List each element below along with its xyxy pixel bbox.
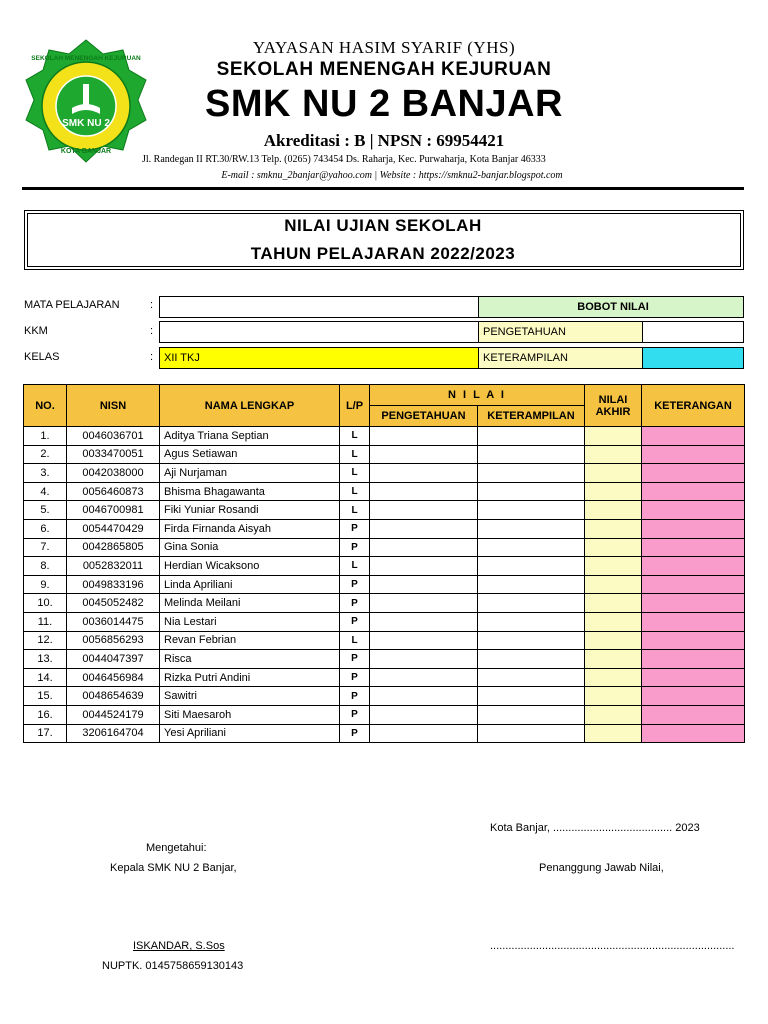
logo-text-top: SEKOLAH MENENGAH KEJURUAN xyxy=(31,55,141,62)
cell-no: 14. xyxy=(24,668,67,687)
header-pengetahuan: PENGETAHUAN xyxy=(370,406,478,427)
cell-nisn: 0054470429 xyxy=(67,519,160,538)
cell-keterangan[interactable] xyxy=(642,650,745,669)
cell-keterampilan[interactable] xyxy=(478,482,585,501)
cell-nisn: 0052832011 xyxy=(67,557,160,576)
school-address: Jl. Randegan II RT.30/RW.13 Telp. (0265) 743454 Ds. Raharja, Kec. Purwaharja, Kota Banjar 46333 xyxy=(142,154,546,165)
cell-nisn: 0048654639 xyxy=(67,687,160,706)
mata-pelajaran-label: MATA PELAJARAN xyxy=(24,299,120,311)
cell-nama: Risca xyxy=(160,650,340,669)
table-row xyxy=(24,538,745,557)
cell-keterampilan[interactable] xyxy=(478,612,585,631)
page-title: NILAI UJIAN SEKOLAH xyxy=(284,216,482,235)
foundation-name: YAYASAN HASIM SYARIF (YHS) xyxy=(252,38,516,57)
kkm-field[interactable] xyxy=(159,321,479,343)
cell-nisn: 0045052482 xyxy=(67,594,160,613)
cell-nisn: 0056856293 xyxy=(67,631,160,650)
table-row xyxy=(24,612,745,631)
school-logo xyxy=(22,38,150,174)
cell-nilai-akhir[interactable] xyxy=(585,557,642,576)
cell-pengetahuan[interactable] xyxy=(370,687,478,706)
colon: : xyxy=(150,325,154,337)
cell-nilai-akhir[interactable] xyxy=(585,538,642,557)
header-divider xyxy=(22,187,744,190)
header-nama: NAMA LENGKAP xyxy=(160,385,340,427)
cell-no: 16. xyxy=(24,705,67,724)
cell-lp: L xyxy=(340,445,370,464)
cell-no: 11. xyxy=(24,612,67,631)
cell-lp: P xyxy=(340,575,370,594)
keterampilan-weight-field[interactable] xyxy=(642,347,744,369)
cell-no: 10. xyxy=(24,594,67,613)
cell-no: 9. xyxy=(24,575,67,594)
cell-keterangan[interactable] xyxy=(642,705,745,724)
cell-keterangan[interactable] xyxy=(642,668,745,687)
header-nilai: N I L A I xyxy=(370,385,585,406)
mengetahui-label: Mengetahui: xyxy=(146,842,207,854)
cell-pengetahuan[interactable] xyxy=(370,427,478,446)
cell-lp: P xyxy=(340,538,370,557)
cell-lp: L xyxy=(340,631,370,650)
cell-nisn: 0046036701 xyxy=(67,427,160,446)
cell-pengetahuan[interactable] xyxy=(370,631,478,650)
cell-keterangan[interactable] xyxy=(642,538,745,557)
cell-keterampilan[interactable] xyxy=(478,575,585,594)
cell-nama: Sawitri xyxy=(160,687,340,706)
cell-nisn: 0049833196 xyxy=(67,575,160,594)
cell-keterangan[interactable] xyxy=(642,445,745,464)
kepala-nuptk: NUPTK. 0145758659130143 xyxy=(102,960,244,972)
cell-pengetahuan[interactable] xyxy=(370,724,478,743)
cell-nilai-akhir[interactable] xyxy=(585,668,642,687)
cell-nama: Revan Febrian xyxy=(160,631,340,650)
cell-no: 15. xyxy=(24,687,67,706)
cell-pengetahuan[interactable] xyxy=(370,538,478,557)
cell-lp: P xyxy=(340,668,370,687)
kkm-label: KKM xyxy=(24,325,48,337)
cell-pengetahuan[interactable] xyxy=(370,575,478,594)
cell-pengetahuan[interactable] xyxy=(370,594,478,613)
cell-nilai-akhir[interactable] xyxy=(585,519,642,538)
cell-no: 17. xyxy=(24,724,67,743)
cell-no: 12. xyxy=(24,631,67,650)
cell-keterampilan[interactable] xyxy=(478,557,585,576)
cell-lp: L xyxy=(340,427,370,446)
cell-nisn: 0044047397 xyxy=(67,650,160,669)
colon: : xyxy=(150,299,154,311)
cell-keterampilan[interactable] xyxy=(478,705,585,724)
page-subtitle: TAHUN PELAJARAN 2022/2023 xyxy=(250,244,516,263)
cell-nilai-akhir[interactable] xyxy=(585,631,642,650)
cell-keterampilan[interactable] xyxy=(478,687,585,706)
cell-lp: L xyxy=(340,501,370,520)
header-no: NO. xyxy=(24,385,67,427)
cell-pengetahuan[interactable] xyxy=(370,705,478,724)
table-row xyxy=(24,575,745,594)
cell-no: 7. xyxy=(24,538,67,557)
logo-text-center: SMK NU 2 xyxy=(62,118,110,129)
cell-nama: Aji Nurjaman xyxy=(160,464,340,483)
place-date: Kota Banjar, ....................................... 2023 xyxy=(490,822,700,834)
table-row xyxy=(24,650,745,669)
cell-nilai-akhir[interactable] xyxy=(585,501,642,520)
cell-keterangan[interactable] xyxy=(642,631,745,650)
cell-keterangan[interactable] xyxy=(642,427,745,446)
table-row xyxy=(24,631,745,650)
header-lp: L/P xyxy=(340,385,370,427)
cell-lp: L xyxy=(340,482,370,501)
cell-lp: L xyxy=(340,464,370,483)
cell-nama: Nia Lestari xyxy=(160,612,340,631)
cell-keterampilan[interactable] xyxy=(478,519,585,538)
kelas-field[interactable]: XII TKJ xyxy=(159,347,479,369)
cell-no: 2. xyxy=(24,445,67,464)
table-row xyxy=(24,427,745,446)
cell-keterangan[interactable] xyxy=(642,594,745,613)
header-keterangan: KETERANGAN xyxy=(642,385,745,427)
cell-lp: P xyxy=(340,612,370,631)
cell-nilai-akhir[interactable] xyxy=(585,594,642,613)
cell-keterangan[interactable] xyxy=(642,687,745,706)
cell-lp: L xyxy=(340,557,370,576)
cell-nama: Aditya Triana Septian xyxy=(160,427,340,446)
cell-nilai-akhir[interactable] xyxy=(585,445,642,464)
cell-nilai-akhir[interactable] xyxy=(585,650,642,669)
cell-nisn: 0046456984 xyxy=(67,668,160,687)
cell-nama: Yesi Apriliani xyxy=(160,724,340,743)
table-row xyxy=(24,519,745,538)
keterampilan-weight-label: KETERAMPILAN xyxy=(478,347,643,369)
cell-nisn: 0042038000 xyxy=(67,464,160,483)
table-row xyxy=(24,668,745,687)
cell-keterampilan[interactable] xyxy=(478,445,585,464)
cell-pengetahuan[interactable] xyxy=(370,612,478,631)
cell-nama: Siti Maesaroh xyxy=(160,705,340,724)
cell-nama: Melinda Meilani xyxy=(160,594,340,613)
cell-lp: P xyxy=(340,724,370,743)
cell-keterangan[interactable] xyxy=(642,519,745,538)
cell-keterangan[interactable] xyxy=(642,482,745,501)
cell-keterampilan[interactable] xyxy=(478,650,585,669)
bobot-nilai-header: BOBOT NILAI xyxy=(478,296,744,318)
cell-nisn: 0056460873 xyxy=(67,482,160,501)
cell-nisn: 0042865805 xyxy=(67,538,160,557)
cell-no: 1. xyxy=(24,427,67,446)
cell-nisn: 0036014475 xyxy=(67,612,160,631)
accreditation: Akreditasi : B | NPSN : 69954421 xyxy=(263,131,505,150)
school-name: SMK NU 2 BANJAR xyxy=(205,83,563,125)
signature-line: ................................................................................ xyxy=(490,940,735,952)
cell-lp: P xyxy=(340,705,370,724)
cell-pengetahuan[interactable] xyxy=(370,482,478,501)
cell-no: 3. xyxy=(24,464,67,483)
cell-nama: Fiki Yuniar Rosandi xyxy=(160,501,340,520)
cell-pengetahuan[interactable] xyxy=(370,519,478,538)
cell-no: 8. xyxy=(24,557,67,576)
cell-pengetahuan[interactable] xyxy=(370,650,478,669)
school-contact: E-mail : smknu_2banjar@yahoo.com | Website : https://smknu2-banjar.blogspot.com xyxy=(221,170,563,181)
cell-lp: P xyxy=(340,594,370,613)
cell-no: 6. xyxy=(24,519,67,538)
cell-no: 4. xyxy=(24,482,67,501)
kelas-label: KELAS xyxy=(24,351,60,363)
table-row xyxy=(24,594,745,613)
cell-nilai-akhir[interactable] xyxy=(585,575,642,594)
cell-lp: P xyxy=(340,687,370,706)
table-row xyxy=(24,445,745,464)
cell-nama: Bhisma Bhagawanta xyxy=(160,482,340,501)
cell-nama: Gina Sonia xyxy=(160,538,340,557)
kepala-name: ISKANDAR, S.Sos xyxy=(133,940,225,952)
cell-pengetahuan[interactable] xyxy=(370,668,478,687)
cell-nilai-akhir[interactable] xyxy=(585,612,642,631)
table-row xyxy=(24,501,745,520)
table-row xyxy=(24,705,745,724)
cell-no: 13. xyxy=(24,650,67,669)
cell-nilai-akhir[interactable] xyxy=(585,464,642,483)
cell-nama: Agus Setiawan xyxy=(160,445,340,464)
cell-keterampilan[interactable] xyxy=(478,668,585,687)
cell-nama: Herdian Wicaksono xyxy=(160,557,340,576)
table-row xyxy=(24,687,745,706)
header-keterampilan: KETERAMPILAN xyxy=(478,406,585,427)
cell-nisn: 0033470051 xyxy=(67,445,160,464)
school-type: SEKOLAH MENENGAH KEJURUAN xyxy=(216,59,552,80)
cell-pengetahuan[interactable] xyxy=(370,445,478,464)
cell-nilai-akhir[interactable] xyxy=(585,705,642,724)
cell-nama: Firda Firnanda Aisyah xyxy=(160,519,340,538)
cell-nisn: 3206164704 xyxy=(67,724,160,743)
cell-keterampilan[interactable] xyxy=(478,538,585,557)
cell-keterampilan[interactable] xyxy=(478,594,585,613)
penanggung-jawab-label: Penanggung Jawab Nilai, xyxy=(539,862,664,874)
cell-no: 5. xyxy=(24,501,67,520)
cell-pengetahuan[interactable] xyxy=(370,464,478,483)
cell-pengetahuan[interactable] xyxy=(370,557,478,576)
cell-nama: Linda Apriliani xyxy=(160,575,340,594)
table-row xyxy=(24,557,745,576)
logo-pen-icon xyxy=(83,84,89,106)
cell-keterangan[interactable] xyxy=(642,612,745,631)
header-nilai-akhir: NILAI AKHIR xyxy=(585,385,642,427)
cell-lp: P xyxy=(340,650,370,669)
cell-keterampilan[interactable] xyxy=(478,427,585,446)
cell-pengetahuan[interactable] xyxy=(370,501,478,520)
cell-keterampilan[interactable] xyxy=(478,501,585,520)
table-row xyxy=(24,724,745,743)
logo-text-bottom: KOTA BANJAR xyxy=(60,148,112,155)
colon: : xyxy=(150,351,154,363)
header-nisn: NISN xyxy=(67,385,160,427)
cell-nilai-akhir[interactable] xyxy=(585,687,642,706)
cell-nisn: 0044524179 xyxy=(67,705,160,724)
cell-nilai-akhir[interactable] xyxy=(585,482,642,501)
pengetahuan-weight-field[interactable] xyxy=(642,321,744,343)
kepala-label: Kepala SMK NU 2 Banjar, xyxy=(110,862,237,874)
mata-pelajaran-field[interactable] xyxy=(159,296,479,318)
cell-lp: P xyxy=(340,519,370,538)
cell-keterangan[interactable] xyxy=(642,557,745,576)
cell-keterampilan[interactable] xyxy=(478,631,585,650)
grades-table xyxy=(23,384,745,743)
table-row xyxy=(24,464,745,483)
cell-keterangan[interactable] xyxy=(642,464,745,483)
cell-keterangan[interactable] xyxy=(642,575,745,594)
cell-keterampilan[interactable] xyxy=(478,464,585,483)
cell-nilai-akhir[interactable] xyxy=(585,427,642,446)
cell-nama: Rizka Putri Andini xyxy=(160,668,340,687)
cell-keterampilan[interactable] xyxy=(478,724,585,743)
pengetahuan-weight-label: PENGETAHUAN xyxy=(478,321,643,343)
cell-nilai-akhir[interactable] xyxy=(585,724,642,743)
table-row xyxy=(24,482,745,501)
cell-nisn: 0046700981 xyxy=(67,501,160,520)
cell-keterangan[interactable] xyxy=(642,724,745,743)
cell-keterangan[interactable] xyxy=(642,501,745,520)
